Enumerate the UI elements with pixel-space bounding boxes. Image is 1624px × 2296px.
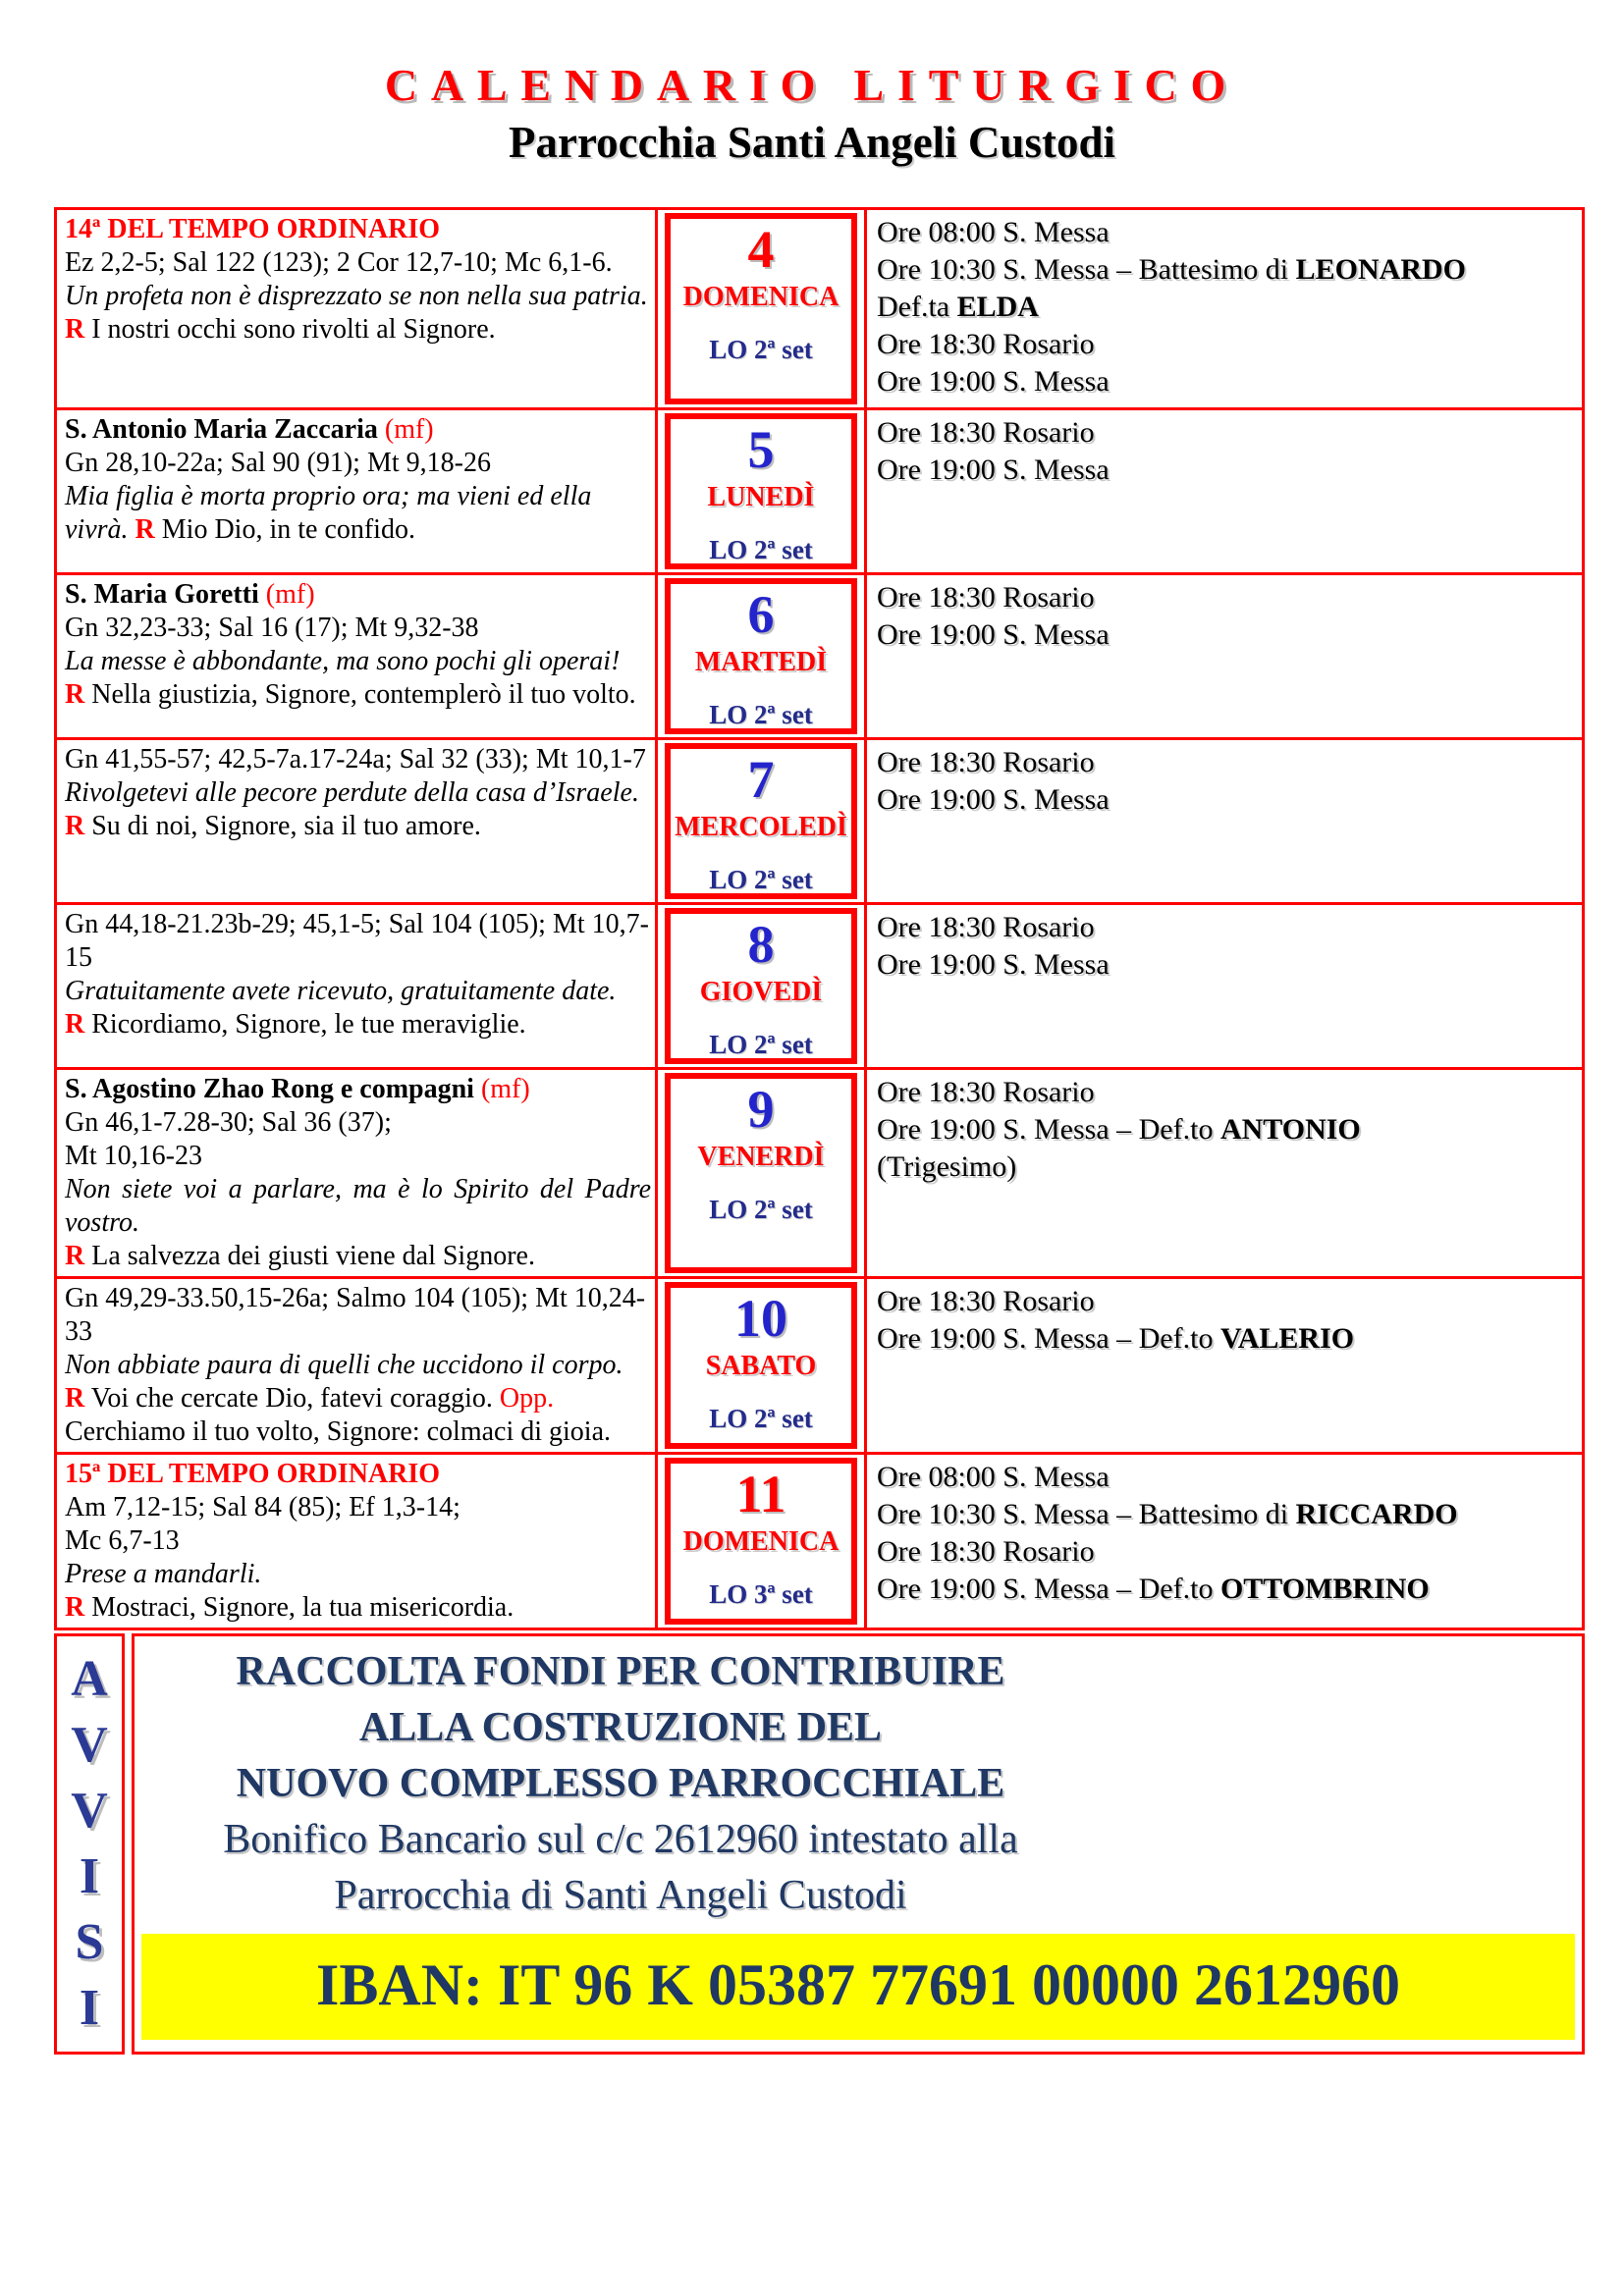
text-segment: S. Agostino Zhao Rong e compagni [65, 1074, 481, 1104]
announcement-line: ALLA COSTRUZIONE DEL [358, 1705, 883, 1750]
liturgy-line [65, 1591, 651, 1625]
avvisi-section [54, 1633, 1585, 2055]
text-segment: Def.ta [877, 291, 957, 323]
liturgy-line [65, 1106, 651, 1140]
text-segment: Am 7,12-15; Sal 84 (85); Ef 1,3-14; [65, 1492, 460, 1522]
avvisi-letter: A [71, 1651, 108, 1707]
liturgy-line [65, 480, 651, 547]
avvisi-letter: V [71, 1783, 108, 1839]
text-segment: ANTONIO [1219, 1113, 1361, 1146]
liturgy-line [65, 743, 651, 776]
text-segment: Su di noi, Signore, sia il tuo amore. [84, 811, 481, 841]
day-cell [658, 410, 864, 572]
day-cell [658, 210, 864, 407]
text-segment: Ore 18:30 Rosario [877, 1076, 1095, 1108]
text-segment: Gn 44,18-21.23b-29; 45,1-5; Sal 104 (105); Mt 10,7- [65, 909, 649, 939]
liturgy-line [65, 1008, 651, 1041]
day-number: 6 [747, 585, 775, 644]
text-segment: Ez 2,2-5; Sal 122 (123); 2 Cor 12,7-10; Mc 6,1-6. [65, 247, 613, 278]
schedule-line [877, 1533, 1572, 1571]
schedule-line [877, 326, 1572, 363]
liturgy-line [65, 810, 651, 843]
liturgy-line [65, 1349, 651, 1382]
liturgy-line [65, 1315, 651, 1349]
avvisi-letter: S [75, 1914, 104, 1970]
text-segment: ELDA [956, 291, 1039, 323]
text-segment: (Trigesimo) [877, 1150, 1017, 1183]
text-segment: Ore 18:30 Rosario [877, 746, 1095, 778]
day-name: SABATO [705, 1351, 817, 1381]
text-segment: Ore 08:00 S. Messa [877, 216, 1110, 248]
avvisi-letter: I [79, 1980, 100, 2036]
schedule-line [877, 1320, 1572, 1358]
announcement-text [135, 1644, 1107, 1924]
text-segment: R [65, 1592, 85, 1623]
schedule-line [877, 946, 1572, 984]
schedule-cell [864, 410, 1582, 572]
text-segment: Ore 18:30 Rosario [877, 328, 1095, 360]
liturgy-line [65, 1491, 651, 1524]
schedule-line [877, 251, 1572, 289]
day-cell [658, 1455, 864, 1628]
calendar-table [54, 207, 1585, 1630]
day-number: 7 [747, 750, 775, 809]
text-segment: Ore 18:30 Rosario [877, 1535, 1095, 1568]
text-segment: S. Antonio Maria Zaccaria [65, 414, 385, 445]
text-segment: Gn 46,1-7.28-30; Sal 36 (37); [65, 1107, 392, 1138]
text-segment: Ore 18:30 Rosario [877, 1285, 1095, 1317]
lo-set-label: LO 2ª set [709, 335, 813, 364]
lo-set-label: LO 2ª set [709, 535, 813, 564]
text-segment: Ore 18:30 Rosario [877, 581, 1095, 614]
liturgy-line [65, 1524, 651, 1558]
calendar-row [57, 902, 1582, 1067]
text-segment: LEONARDO [1295, 253, 1466, 286]
liturgy-cell [57, 1455, 658, 1628]
liturgy-line [65, 975, 651, 1008]
text-segment: Ore 18:30 Rosario [877, 911, 1095, 943]
schedule-line [877, 1283, 1572, 1320]
text-segment: RICCARDO [1295, 1498, 1458, 1530]
iban-banner: IBAN: IT 96 K 05387 77691 00000 2612960 [141, 1934, 1575, 2040]
text-segment: Gn 41,55-57; 42,5-7a.17-24a; Sal 32 (33); Mt 10,1-7 [65, 744, 646, 774]
day-box [665, 213, 857, 404]
text-segment: R [65, 811, 85, 841]
schedule-line [877, 579, 1572, 616]
text-segment: (mf) [480, 1074, 530, 1104]
day-box [665, 908, 857, 1064]
day-number: 10 [734, 1289, 787, 1348]
text-segment: Ore 19:00 S. Messa [877, 454, 1110, 486]
lo-set-label: LO 3ª set [709, 1579, 813, 1609]
liturgy-line [65, 1140, 651, 1173]
text-segment: Gn 49,29-33.50,15-26a; Salmo 104 (105); Mt 10,24- [65, 1283, 646, 1313]
day-number: 4 [747, 220, 775, 279]
day-box [665, 413, 857, 569]
text-segment: Ore 18:30 Rosario [877, 416, 1095, 449]
schedule-line [877, 289, 1572, 326]
avvisi-vertical-label [54, 1633, 125, 2055]
text-segment: Ore 10:30 S. Messa – Battesimo di [877, 1498, 1296, 1530]
day-name: GIOVEDÌ [699, 977, 823, 1007]
day-box [665, 578, 857, 734]
text-segment: Ore 08:00 S. Messa [877, 1461, 1110, 1493]
text-segment: Prese a mandarli. [65, 1559, 262, 1589]
text-segment: Mostraci, Signore, la tua misericordia. [84, 1592, 514, 1623]
lo-set-label: LO 2ª set [709, 1030, 813, 1059]
day-cell [658, 1070, 864, 1276]
schedule-line [877, 363, 1572, 400]
schedule-cell [864, 575, 1582, 737]
day-name: MARTEDÌ [694, 647, 828, 677]
liturgy-cell [57, 905, 658, 1067]
schedule-line [877, 744, 1572, 781]
schedule-line [877, 1571, 1572, 1608]
liturgy-line [65, 776, 651, 810]
day-box [665, 1458, 857, 1625]
day-name: VENERDÌ [697, 1142, 825, 1172]
text-segment: (mf) [265, 579, 315, 610]
schedule-line [877, 909, 1572, 946]
lo-set-label: LO 2ª set [709, 1195, 813, 1224]
liturgy-line [65, 246, 651, 280]
schedule-line [877, 452, 1572, 489]
text-segment: VALERIO [1219, 1322, 1355, 1355]
schedule-line [877, 781, 1572, 819]
announcement-line: Parrocchia di Santi Angeli Custodi [334, 1873, 907, 1918]
day-box [665, 1282, 857, 1449]
text-segment: Ore 19:00 S. Messa [877, 948, 1110, 981]
text-segment: Gratuitamente avete ricevuto, gratuitamente date. [65, 976, 617, 1006]
lo-set-label: LO 2ª set [709, 700, 813, 729]
text-segment: Gn 28,10-22a; Sal 90 (91); Mt 9,18-26 [65, 448, 491, 478]
text-segment: Gn 32,23-33; Sal 16 (17); Mt 9,32-38 [65, 613, 479, 643]
text-segment: Ore 19:00 S. Messa – Def.to [877, 1113, 1220, 1146]
day-number: 11 [735, 1465, 786, 1523]
day-cell [658, 575, 864, 737]
text-segment: R [135, 514, 155, 545]
text-segment: 14ª DEL TEMPO ORDINARIO [65, 214, 441, 244]
text-segment: Non siete voi a parlare, ma è lo Spirito del Padre vostro. [65, 1174, 651, 1238]
announcement-line: RACCOLTA FONDI PER CONTRIBUIRE [236, 1649, 1005, 1694]
text-segment: 33 [65, 1316, 92, 1347]
schedule-line [877, 1496, 1572, 1533]
calendar-row [57, 210, 1582, 407]
calendar-row [57, 572, 1582, 737]
text-segment: Ore 19:00 S. Messa [877, 618, 1110, 651]
schedule-cell [864, 1455, 1582, 1628]
page-subtitle: Parrocchia Santi Angeli Custodi [509, 118, 1115, 167]
text-segment: Ricordiamo, Signore, le tue meraviglie. [84, 1009, 526, 1040]
liturgy-line [65, 645, 651, 678]
liturgy-line [65, 313, 651, 347]
text-segment: OTTOMBRINO [1219, 1573, 1430, 1605]
schedule-line [877, 1074, 1572, 1111]
text-segment: S. Maria Goretti [65, 579, 266, 610]
text-segment: Ore 10:30 S. Messa – Battesimo di [877, 253, 1296, 286]
day-number: 5 [747, 420, 775, 479]
liturgy-line [65, 1240, 651, 1273]
announcement-line: NUOVO COMPLESSO PARROCCHIALE [236, 1761, 1005, 1806]
day-name: DOMENICA [682, 1526, 839, 1557]
text-segment: R [65, 1009, 85, 1040]
text-segment: La messe è abbondante, ma sono pochi gli operai! [65, 646, 621, 676]
text-segment: Cerchiamo il tuo volto, Signore: colmaci di gioia. [65, 1416, 612, 1447]
day-number: 9 [747, 1080, 775, 1139]
liturgy-line [65, 447, 651, 480]
liturgy-line [65, 1282, 651, 1315]
text-segment: R [65, 314, 85, 345]
text-segment: I nostri occhi sono rivolti al Signore. [84, 314, 496, 345]
schedule-line [877, 1459, 1572, 1496]
text-segment: Ore 19:00 S. Messa [877, 783, 1110, 816]
text-segment: Mio Dio, in te confido. [154, 514, 415, 545]
liturgy-cell [57, 1070, 658, 1276]
schedule-cell [864, 740, 1582, 902]
day-name: MERCOLEDÌ [675, 812, 847, 842]
text-segment: Ore 19:00 S. Messa – Def.to [877, 1573, 1220, 1605]
text-segment: Mia figlia è morta proprio ora; ma vieni ed ella vivrà. [65, 481, 592, 545]
announcement-line: Bonifico Bancario sul c/c 2612960 intestato alla [223, 1817, 1018, 1862]
schedule-line [877, 414, 1572, 452]
liturgy-cell [57, 575, 658, 737]
liturgy-cell [57, 1279, 658, 1452]
day-box [665, 743, 857, 899]
schedule-cell [864, 210, 1582, 407]
schedule-line [877, 1111, 1572, 1148]
text-segment: Voi che cercate Dio, fatevi coraggio. [84, 1383, 500, 1414]
liturgy-line [65, 1173, 651, 1240]
text-segment: 15 [65, 942, 92, 973]
liturgy-line [65, 413, 651, 447]
avvisi-letter: V [71, 1717, 108, 1773]
lo-set-label: LO 2ª set [709, 1404, 813, 1433]
liturgy-line [65, 612, 651, 645]
text-segment: La salvezza dei giusti viene dal Signore. [84, 1241, 535, 1271]
calendar-row [57, 1276, 1582, 1452]
schedule-line [877, 214, 1572, 251]
text-segment: R [65, 1383, 85, 1414]
text-segment: Ore 19:00 S. Messa – Def.to [877, 1322, 1220, 1355]
text-segment: Mt 10,16-23 [65, 1141, 202, 1171]
day-name: LUNEDÌ [707, 482, 815, 512]
day-number: 8 [747, 915, 775, 974]
text-segment: Non abbiate paura di quelli che uccidono il corpo. [65, 1350, 623, 1380]
day-name: DOMENICA [682, 282, 839, 312]
liturgy-line [65, 213, 651, 246]
liturgy-line [65, 678, 651, 712]
liturgy-line [65, 1382, 651, 1415]
calendar-row [57, 737, 1582, 902]
schedule-line [877, 1148, 1572, 1186]
liturgy-line [65, 1458, 651, 1491]
liturgy-line [65, 941, 651, 975]
text-segment: R [65, 679, 85, 710]
text-segment: (mf) [384, 414, 434, 445]
liturgy-line [65, 908, 651, 941]
day-cell [658, 740, 864, 902]
day-cell [658, 905, 864, 1067]
text-segment: R [65, 1241, 85, 1271]
day-cell [658, 1279, 864, 1452]
liturgy-line [65, 1415, 651, 1449]
page-title: CALENDARIO LITURGICO [384, 60, 1240, 110]
liturgy-cell [57, 740, 658, 902]
liturgy-cell [57, 210, 658, 407]
text-segment: Rivolgetevi alle pecore perdute della casa d’Israele. [65, 777, 639, 808]
lo-set-label: LO 2ª set [709, 865, 813, 894]
schedule-cell [864, 1070, 1582, 1276]
text-segment: Ore 19:00 S. Messa [877, 365, 1110, 398]
liturgy-line [65, 1073, 651, 1106]
schedule-cell [864, 905, 1582, 1067]
liturgy-line [65, 280, 651, 313]
calendar-row [57, 1067, 1582, 1276]
announcement-box [132, 1633, 1585, 2055]
schedule-line [877, 616, 1572, 654]
liturgy-cell [57, 410, 658, 572]
schedule-cell [864, 1279, 1582, 1452]
liturgy-line [65, 1558, 651, 1591]
text-segment: Nella giustizia, Signore, contemplerò il tuo volto. [84, 679, 636, 710]
calendar-row [57, 407, 1582, 572]
calendar-row [57, 1452, 1582, 1628]
liturgy-line [65, 578, 651, 612]
text-segment: Un profeta non è disprezzato se non nella sua patria. [65, 281, 648, 311]
avvisi-letter: I [79, 1848, 100, 1904]
text-segment: 15ª DEL TEMPO ORDINARIO [65, 1459, 441, 1489]
text-segment: Mc 6,7-13 [65, 1525, 180, 1556]
day-box [665, 1073, 857, 1273]
text-segment: Opp. [499, 1383, 555, 1414]
